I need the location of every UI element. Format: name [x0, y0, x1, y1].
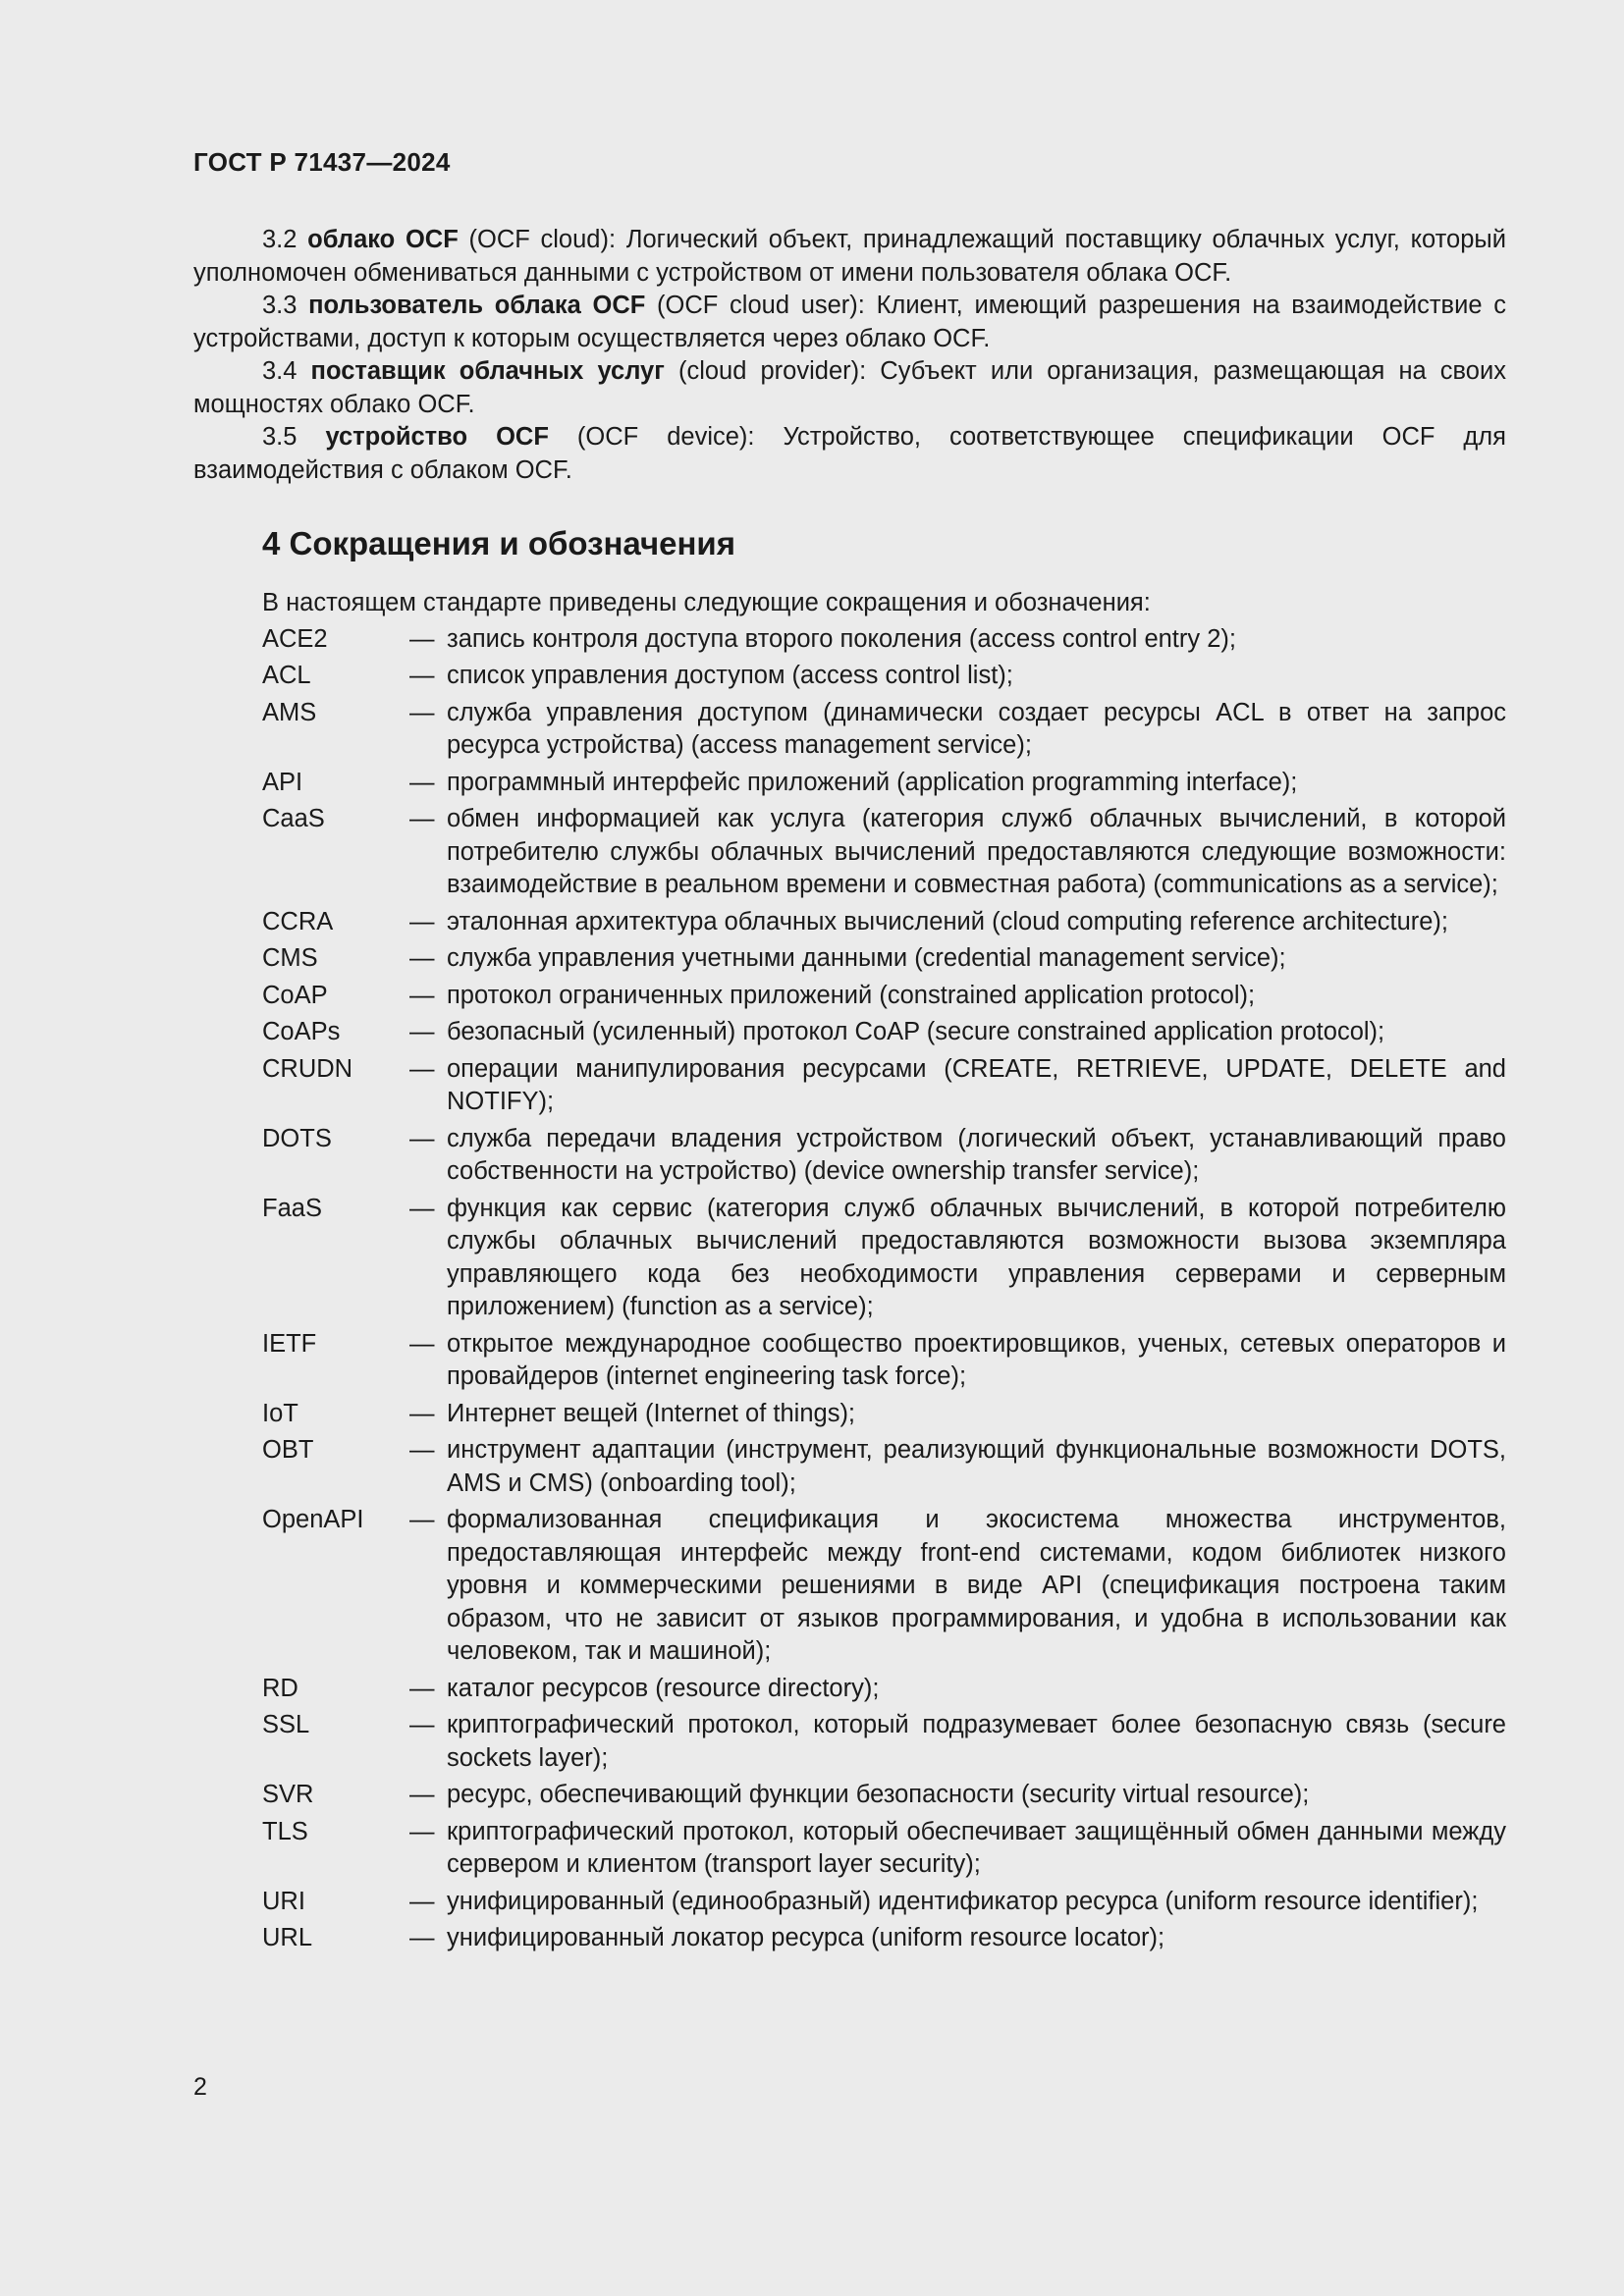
- abbreviation-description: программный интерфейс приложений (application programming interface);: [447, 768, 1298, 796]
- abbreviation-description: криптографический протокол, который подразумевает более безопасную связь (secure sockets layer);: [447, 1711, 1506, 1772]
- abbreviation-row: [262, 767, 1506, 800]
- definition-term: устройство OCF: [325, 423, 549, 451]
- abbreviation-term: SSL: [262, 1711, 310, 1738]
- abbreviation-description: операции манипулирования ресурсами (CREATE, RETRIEVE, UPDATE, DELETE and NOTIFY);: [447, 1054, 1506, 1115]
- abbreviation-dash: —: [409, 805, 435, 832]
- abbreviation-term: ACE2: [262, 624, 328, 653]
- abbreviation-row: [262, 1123, 1506, 1189]
- abbreviation-row: [262, 623, 1506, 657]
- abbreviation-dash: —: [409, 981, 435, 1009]
- abbreviation-description: протокол ограниченных приложений (constrained application protocol);: [447, 981, 1256, 1009]
- definition-text: (OCF device): Устройство, соответствующее спецификации OCF для взаимодействия с облаком OCF.: [193, 423, 1506, 484]
- abbreviation-dash: —: [409, 944, 435, 972]
- abbreviation-description: унифицированный (единообразный) идентификатор ресурса (uniform resource identifier);: [447, 1887, 1479, 1915]
- abbreviation-term: CRUDN: [262, 1054, 353, 1083]
- abbreviation-row: [262, 1673, 1506, 1706]
- abbreviation-dash: —: [409, 1781, 435, 1808]
- document-body: [193, 224, 1506, 1959]
- abbreviation-row: [262, 697, 1506, 763]
- abbreviation-dash: —: [409, 1887, 435, 1915]
- abbreviation-description: унифицированный локатор ресурса (uniform resource locator);: [447, 1924, 1165, 1951]
- abbreviation-term: CoAPs: [262, 1018, 341, 1045]
- abbreviations-list: [262, 623, 1506, 1955]
- definition-text: (cloud provider): Субъект или организация, размещающая на своих мощностях облако OCF.: [193, 357, 1506, 418]
- abbreviation-row: [262, 660, 1506, 693]
- abbreviation-term: CMS: [262, 944, 318, 972]
- abbreviation-row: [262, 942, 1506, 976]
- abbreviation-dash: —: [409, 1506, 435, 1533]
- abbreviation-term: IETF: [262, 1329, 317, 1358]
- page-number: 2: [193, 2073, 207, 2101]
- abbreviation-row: [262, 980, 1506, 1013]
- abbreviation-dash: —: [409, 1924, 435, 1951]
- abbreviation-description: каталог ресурсов (resource directory);: [447, 1674, 880, 1702]
- abbreviation-dash: —: [409, 662, 435, 689]
- abbreviation-row: [262, 1504, 1506, 1669]
- abbreviation-dash: —: [409, 698, 435, 726]
- abbreviation-description: формализованная спецификация и экосистема множества инструментов, предоставляющая интерфейс между front-end системами, кодом библиотек низкого уровня и коммерческими решениями в виде API (спецификация построена таким образом, что не зависит от языков программирования, и удобна в использовании как человеком, так и машиной);: [447, 1506, 1506, 1665]
- section-intro: В настоящем стандарте приведены следующие сокращения и обозначения:: [262, 589, 1151, 616]
- abbreviation-term: CoAP: [262, 981, 328, 1009]
- abbreviation-term: SVR: [262, 1781, 314, 1808]
- abbreviation-dash: —: [409, 1711, 435, 1738]
- abbreviation-row: [262, 1434, 1506, 1500]
- abbreviation-row: [262, 1816, 1506, 1882]
- abbreviation-term: URI: [262, 1887, 305, 1915]
- definition-item: [193, 421, 1506, 487]
- abbreviation-row: [262, 1779, 1506, 1812]
- definition-item: [193, 290, 1506, 355]
- abbreviation-term: RD: [262, 1674, 298, 1702]
- abbreviation-dash: —: [409, 907, 435, 935]
- definition-number: 3.2: [262, 226, 298, 253]
- abbreviation-row: [262, 1709, 1506, 1775]
- abbreviation-dash: —: [409, 1054, 435, 1083]
- abbreviation-description: обмен информацией как услуга (категория служб облачных вычислений, в которой потребителю службы облачных вычислений предоставляются следующие возможности: взаимодействие в реальном времени и совместная работа) (communications as a service);: [447, 805, 1506, 898]
- definition-item: [193, 355, 1506, 421]
- definition-number: 3.5: [262, 423, 298, 451]
- abbreviation-dash: —: [409, 1436, 435, 1464]
- abbreviation-row: [262, 1328, 1506, 1394]
- abbreviation-dash: —: [409, 624, 435, 653]
- abbreviation-description: служба передачи владения устройством (логический объект, устанавливающий право собственности на устройство) (device ownership transfer service);: [447, 1124, 1506, 1185]
- abbreviation-dash: —: [409, 1194, 435, 1222]
- abbreviation-row: [262, 1398, 1506, 1431]
- definition-number: 3.4: [262, 357, 298, 385]
- abbreviation-description: криптографический протокол, который обеспечивает защищённый обмен данными между сервером и клиентом (transport layer security);: [447, 1817, 1506, 1878]
- abbreviation-row: [262, 1922, 1506, 1955]
- abbreviation-description: функция как сервис (категория служб облачных вычислений, в которой потребителю службы облачных вычислений предоставляются возможности вызова экземпляра управляющего кода без необходимости управления серверами и серверным приложением) (function as a service);: [447, 1194, 1506, 1320]
- definition-term: облако OCF: [307, 226, 459, 253]
- abbreviation-description: безопасный (усиленный) протокол CoAP (secure constrained application protocol);: [447, 1018, 1385, 1045]
- abbreviation-dash: —: [409, 1018, 435, 1045]
- abbreviation-term: ACL: [262, 662, 311, 689]
- abbreviation-description: служба управления доступом (динамически создает ресурсы ACL в ответ на запрос ресурса устройства) (access management service);: [447, 698, 1506, 759]
- definition-term: поставщик облачных услуг: [310, 357, 665, 385]
- abbreviation-description: список управления доступом (access control list);: [447, 662, 1013, 689]
- abbreviation-dash: —: [409, 768, 435, 796]
- abbreviation-row: [262, 1016, 1506, 1049]
- abbreviation-term: FaaS: [262, 1194, 322, 1222]
- abbreviation-description: запись контроля доступа второго поколения (access control entry 2);: [447, 624, 1236, 653]
- abbreviation-row: [262, 803, 1506, 902]
- abbreviation-description: открытое международное сообщество проектировщиков, ученых, сетевых операторов и провайдеров (internet engineering task force);: [447, 1329, 1506, 1390]
- abbreviation-row: [262, 906, 1506, 939]
- definition-term: пользователь облака OCF: [308, 292, 646, 319]
- abbreviation-dash: —: [409, 1399, 435, 1427]
- abbreviation-term: URL: [262, 1924, 313, 1951]
- definitions-list: [193, 224, 1506, 487]
- abbreviation-term: OpenAPI: [262, 1506, 364, 1533]
- definition-item: [193, 224, 1506, 290]
- abbreviation-row: [262, 1886, 1506, 1919]
- abbreviation-term: IoT: [262, 1399, 298, 1427]
- definition-text: (OCF cloud user): Клиент, имеющий разрешения на взаимодействие с устройствами, доступ к которым осуществляется через облако OCF.: [193, 292, 1506, 352]
- abbreviation-description: служба управления учетными данными (credential management service);: [447, 944, 1286, 972]
- abbreviation-term: CCRA: [262, 907, 334, 935]
- abbreviation-description: Интернет вещей (Internet of things);: [447, 1399, 856, 1427]
- abbreviation-term: CaaS: [262, 805, 325, 832]
- abbreviation-description: инструмент адаптации (инструмент, реализующий функциональные возможности DOTS, AMS и CMS) (onboarding tool);: [447, 1436, 1506, 1497]
- section-title: 4 Сокращения и обозначения: [262, 525, 735, 561]
- abbreviation-dash: —: [409, 1124, 435, 1152]
- abbreviation-row: [262, 1193, 1506, 1324]
- abbreviation-row: [262, 1053, 1506, 1119]
- abbreviation-term: TLS: [262, 1817, 308, 1845]
- abbreviation-term: OBT: [262, 1436, 314, 1464]
- definition-number: 3.3: [262, 292, 298, 319]
- abbreviation-term: API: [262, 768, 303, 796]
- abbreviation-dash: —: [409, 1817, 435, 1845]
- abbreviation-dash: —: [409, 1329, 435, 1358]
- document-header: ГОСТ Р 71437—2024: [193, 147, 451, 177]
- abbreviation-description: ресурс, обеспечивающий функции безопасности (security virtual resource);: [447, 1781, 1310, 1808]
- definition-text: (OCF cloud): Логический объект, принадлежащий поставщику облачных услуг, который уполномочен обмениваться данными с устройством от имени пользователя облака OCF.: [193, 226, 1506, 287]
- abbreviation-dash: —: [409, 1674, 435, 1702]
- abbreviation-description: эталонная архитектура облачных вычислений (cloud computing reference architecture);: [447, 907, 1449, 935]
- abbreviation-term: DOTS: [262, 1124, 332, 1152]
- abbreviation-term: AMS: [262, 698, 317, 726]
